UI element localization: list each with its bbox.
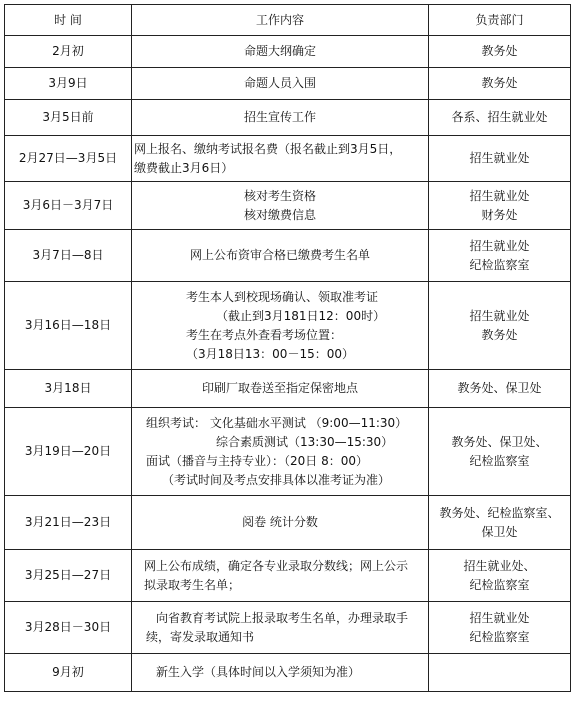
cell-time: 3月7日—8日 (5, 230, 132, 282)
dept-line: 招生就业处 (469, 610, 530, 625)
dept-line: 纪检监察室 (469, 629, 530, 644)
content-line: （3月18日13：00－15：00） (186, 346, 354, 361)
cell-dept (429, 182, 571, 230)
dept-line: 纪检监察室 (469, 257, 530, 272)
content-line: 考生在考点外查看考场位置： (186, 327, 343, 342)
content-line: 网上公布资审合格已缴费考生名单 (189, 248, 370, 262)
content-line: 命题大纲确定 (243, 44, 316, 58)
cell-dept (429, 282, 571, 370)
cell-content (132, 370, 429, 408)
dept-line: 招生就业处 (469, 188, 530, 203)
cell-content (132, 602, 429, 654)
cell-content (132, 100, 429, 136)
content-line: 拟录取考生名单； (144, 577, 241, 592)
dept-line: 教务处 (481, 76, 518, 90)
dept-line: 纪检监察室 (469, 577, 530, 592)
cell-time: 3月16日—18日 (5, 282, 132, 370)
dept-line: 纪检监察室 (469, 453, 530, 468)
table-row (5, 182, 571, 230)
table-row (5, 136, 571, 182)
content-line: 组织考试： 文化基础水平测试 （9:00—11:30） (146, 415, 408, 430)
table-row (5, 36, 571, 68)
dept-line: 各系、招生就业处 (451, 110, 548, 124)
cell-time: 3月18日 (5, 370, 132, 408)
cell-time: 3月6日－3月7日 (5, 182, 132, 230)
table-row (5, 282, 571, 370)
cell-content (132, 136, 429, 182)
content-line: 网上公布成绩，确定各专业录取分数线；网上公示 (144, 558, 409, 573)
cell-time: 2月27日—3月5日 (5, 136, 132, 182)
content-line: 核对缴费信息 (243, 207, 316, 222)
table-row (5, 408, 571, 496)
content-line: 综合素质测试（13:30—15:30） (216, 434, 394, 449)
dept-line: 教务处、保卫处、 (451, 434, 548, 449)
cell-content (132, 550, 429, 602)
cell-content (132, 408, 429, 496)
dept-line: 教务处 (481, 44, 518, 58)
cell-dept (429, 496, 571, 550)
content-line: 阅卷 统计分数 (242, 515, 318, 529)
content-line: 考生本人到校现场确认、领取准考证 (186, 289, 379, 304)
cell-content (132, 282, 429, 370)
table-row (5, 100, 571, 136)
content-line: 招生宣传工作 (243, 110, 316, 124)
cell-content (132, 36, 429, 68)
dept-line: 招生就业处 (469, 308, 530, 323)
cell-content (132, 230, 429, 282)
cell-content (132, 496, 429, 550)
table-row (5, 550, 571, 602)
content-line: 核对考生资格 (243, 188, 316, 203)
dept-line: 保卫处 (481, 524, 518, 539)
table-row (5, 602, 571, 654)
cell-dept (429, 230, 571, 282)
header-dept: 负责部门 (429, 5, 571, 36)
content-line: （考试时间及考点安排具体以准考证为准） (162, 472, 391, 487)
content-line: 印刷厂取卷送至指定保密地点 (201, 381, 358, 395)
cell-time: 3月25日—27日 (5, 550, 132, 602)
cell-dept (429, 136, 571, 182)
dept-line: 财务处 (481, 207, 518, 222)
content-line: 续，寄发录取通知书 (146, 629, 255, 644)
cell-time: 3月9日 (5, 68, 132, 100)
cell-time: 3月28日－30日 (5, 602, 132, 654)
header-content: 工作内容 (132, 5, 429, 36)
cell-dept (429, 100, 571, 136)
cell-dept (429, 550, 571, 602)
cell-content (132, 182, 429, 230)
dept-line: 招生就业处 (469, 151, 530, 165)
table-row (5, 230, 571, 282)
content-line: 新生入学（具体时间以入学须知为准） (156, 665, 361, 679)
cell-time: 2月初 (5, 36, 132, 68)
dept-line: 教务处、保卫处 (457, 381, 542, 395)
cell-time: 3月21日—23日 (5, 496, 132, 550)
cell-dept (429, 654, 571, 692)
dept-line: 教务处、纪检监察室、 (439, 505, 560, 520)
header-time: 时 间 (5, 5, 132, 36)
table-row (5, 654, 571, 692)
cell-dept (429, 68, 571, 100)
cell-dept (429, 602, 571, 654)
header-row (5, 5, 571, 36)
cell-dept (429, 36, 571, 68)
dept-line: 招生就业处、 (463, 558, 536, 573)
cell-time: 3月19日—20日 (5, 408, 132, 496)
cell-dept (429, 370, 571, 408)
content-line: 面试（播音与主持专业）：（20日 8：00） (146, 453, 368, 468)
cell-time: 3月5日前 (5, 100, 132, 136)
content-line: 命题人员入围 (243, 76, 316, 90)
schedule-table (4, 4, 571, 692)
content-line: 网上报名、缴纳考试报名费（报名截止到3月5日， (134, 141, 402, 156)
cell-dept (429, 408, 571, 496)
dept-line: 招生就业处 (469, 238, 530, 253)
content-line: （截止到3月181日12：00时） (216, 308, 386, 323)
cell-time: 9月初 (5, 654, 132, 692)
cell-content (132, 68, 429, 100)
dept-line: 教务处 (481, 327, 518, 342)
cell-content (132, 654, 429, 692)
content-line: 向省教育考试院上报录取考生名单，办理录取手 (156, 610, 409, 625)
table-row (5, 68, 571, 100)
table-row (5, 496, 571, 550)
table-row (5, 370, 571, 408)
content-line: 缴费截止3月6日） (134, 160, 234, 175)
